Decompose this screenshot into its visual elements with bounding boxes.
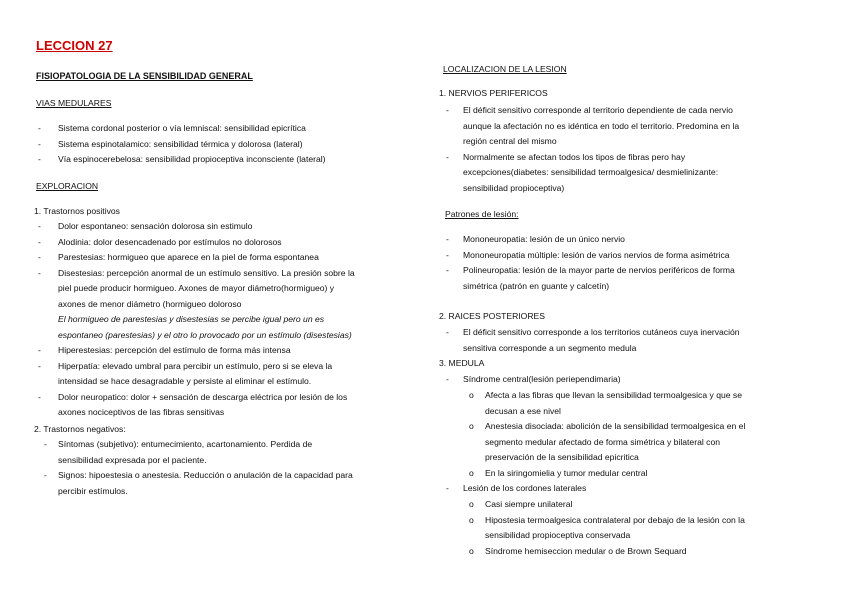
list-item: sensitiva corresponde a un segmento medula	[463, 342, 637, 353]
list-item: Síndrome central(lesión periependimaria)	[463, 374, 621, 384]
list-item: Dolor neuropatico: dolor + sensación de descarga eléctrica por lesión de los	[58, 391, 348, 402]
bullet-dash: -	[446, 105, 449, 115]
italic-note: espontaneo (parestesias) y el otro lo provocado por un estímulo (disestesias)	[58, 329, 352, 340]
list-item: Hiperpatía: elevado umbral para percibir un estímulo, pero si se eleva la	[58, 360, 333, 371]
italic-note: El hormigueo de parestesias y disestesias se percibe igual pero un es	[58, 314, 325, 324]
list-item: sensibilidad propioceptiva)	[463, 182, 565, 193]
numbered-heading: 1. NERVIOS PERIFERICOS	[439, 88, 548, 98]
list-item: Vía espinocerebelosa: sensibilidad propioceptiva inconsciente (lateral)	[58, 154, 326, 164]
list-item: sensibilidad propioceptiva conservada	[485, 530, 631, 540]
bullet-dash: -	[38, 267, 41, 278]
list-item: Anestesia disociada: abolición de la sensibilidad termoalgesica en el	[485, 421, 746, 431]
bullet-dash: -	[38, 123, 41, 133]
bullet-dash: -	[446, 234, 449, 244]
list-item: Alodinia: dolor desencadenado por estímulos no dolorosos	[58, 236, 282, 247]
list-item: Mononeuropatia: lesión de un único nervio	[463, 234, 625, 244]
list-item: axones nociceptivos de las fibras sensitivas	[58, 407, 225, 417]
list-item: Normalmente se afectan todos los tipos de fibras pero hay	[463, 151, 686, 162]
subsection-heading: EXPLORACION	[36, 181, 99, 191]
section-heading: FISIOPATOLOGIA DE LA SENSIBILIDAD GENERAL	[36, 71, 253, 81]
bullet-dash: -	[38, 360, 41, 371]
bullet-circle: o	[469, 545, 474, 556]
list-item: percibir estímulos.	[58, 485, 128, 496]
list-item: Signos: hipoestesia o anestesia. Reducción o anulación de la capacidad para	[58, 470, 353, 480]
numbered-heading: 2. RAICES POSTERIORES	[439, 311, 546, 321]
list-item: Polineuropatia: lesión de la mayor parte de nervios periféricos de forma	[463, 265, 735, 275]
bullet-dash: -	[446, 151, 449, 162]
bullet-dash: -	[446, 327, 449, 337]
list-item: El déficit sensitivo corresponde al territorio dependiente de cada nervio	[463, 105, 733, 115]
page-title: LECCION 27	[36, 38, 113, 53]
numbered-heading: 2. Trastornos negativos:	[34, 424, 126, 434]
bullet-dash: -	[38, 221, 41, 231]
list-item: aunque la afectación no es idéntica en todo el territorio. Predomina en la	[463, 120, 740, 131]
bullet-circle: o	[469, 421, 474, 431]
list-item: Síntomas (subjetivo): entumecimiento, acartonamiento. Perdida de	[58, 439, 313, 449]
list-item: preservación de la sensibilidad epicritica	[485, 452, 639, 462]
list-item: Síndrome hemiseccion medular o de Brown Sequard	[485, 545, 687, 556]
bullet-dash: -	[44, 439, 47, 449]
bullet-dash: -	[38, 391, 41, 402]
bullet-circle: o	[469, 467, 474, 478]
list-item: excepciones(diabetes: sensibilidad termoalgesica/ desmielinizante:	[463, 167, 719, 177]
list-item: Casi siempre unilateral	[485, 499, 573, 509]
list-item: intensidad se hace desagradable y persiste al eliminar el estímulo.	[58, 376, 312, 386]
bullet-dash: -	[38, 345, 41, 355]
bullet-dash: -	[446, 374, 449, 384]
list-item: El déficit sensitivo corresponde a los territorios cutáneos cuya inervación	[463, 327, 740, 337]
bullet-dash: -	[44, 470, 47, 480]
list-item: piel puede producir hormigueo. Axones de mayor diámetro(hormigueo) y	[58, 283, 335, 293]
list-item: Parestesias: hormigueo que aparece en la piel de forma espontanea	[58, 252, 319, 262]
list-item: decusan a ese nivel	[485, 405, 561, 416]
bullet-circle: o	[469, 499, 474, 509]
bullet-dash: -	[446, 265, 449, 275]
list-item: axones de menor diámetro (hormigueo doloroso	[58, 298, 242, 309]
list-item: Sistema espinotalamico: sensibilidad térmica y dolorosa (lateral)	[58, 138, 303, 149]
numbered-heading: 1. Trastornos positivos	[34, 206, 120, 216]
subsection-heading: VIAS MEDULARES	[36, 98, 112, 108]
bullet-dash: -	[38, 138, 41, 149]
bullet-dash: -	[38, 252, 41, 262]
bullet-circle: o	[469, 514, 474, 525]
subsection-heading: Patrones de lesión:	[445, 209, 519, 219]
list-item: En la siringomielia y tumor medular central	[485, 467, 648, 478]
list-item: Sistema cordonal posterior o vía lemniscal: sensibilidad epicrítica	[58, 123, 306, 133]
bullet-dash: -	[446, 249, 449, 260]
list-item: Mononeuropatia múltiple: lesión de varios nervios de forma asimétrica	[463, 249, 730, 260]
bullet-dash: -	[38, 154, 41, 164]
list-item: segmento medular afectado de forma simétrica y bilateral con	[485, 436, 721, 447]
bullet-dash: -	[38, 236, 41, 247]
list-item: sensibilidad expresada por el paciente.	[58, 454, 207, 465]
list-item: Afecta a las fibras que llevan la sensibilidad termoalgesica y que se	[485, 390, 743, 400]
list-item: Disestesias: percepción anormal de un estímulo sensitivo. La presión sobre la	[58, 267, 355, 278]
list-item: Hipostesia termoalgesica contralateral por debajo de la lesión con la	[485, 514, 745, 525]
section-heading: LOCALIZACION DE LA LESION	[443, 64, 567, 74]
list-item: Lesión de los cordones laterales	[463, 483, 587, 493]
list-item: región central del mismo	[463, 136, 557, 146]
list-item: Hiperestesias: percepción del estímulo de forma más intensa	[58, 345, 291, 355]
bullet-circle: o	[469, 390, 474, 400]
list-item: simétrica (patrón en guante y calcetín)	[463, 280, 610, 291]
bullet-dash: -	[446, 483, 449, 493]
numbered-heading: 3. MEDULA	[439, 358, 485, 368]
list-item: Dolor espontaneo: sensación dolorosa sin estimulo	[58, 221, 253, 231]
